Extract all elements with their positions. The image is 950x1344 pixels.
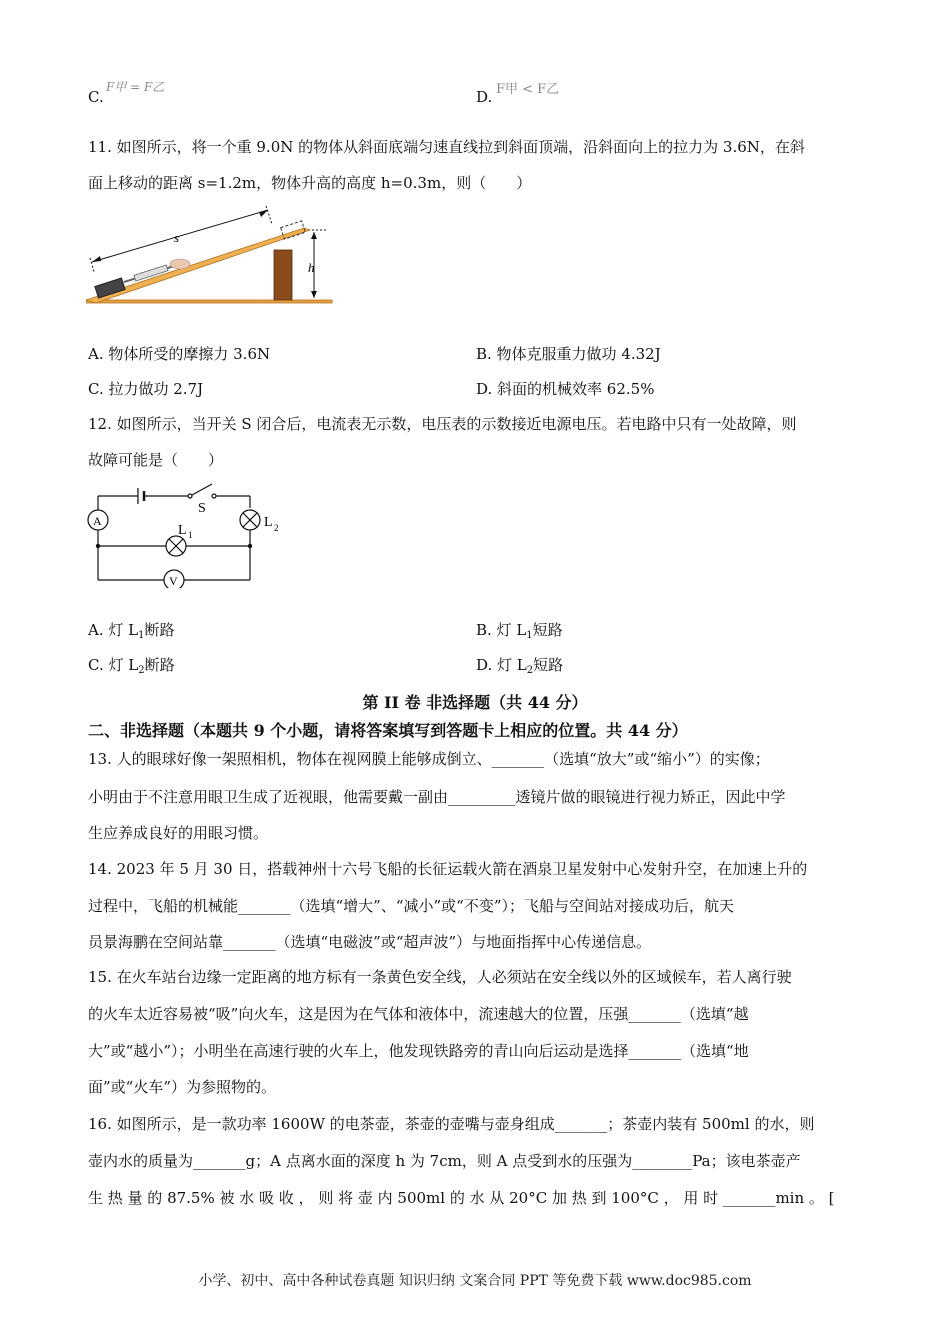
q14-line1: 14. 2023 年 5 月 30 日，搭载神州十六号飞船的长征运载火箭在酒泉卫星发射中心发射升空，在加速上升的 xyxy=(88,860,808,878)
q14-line2: 过程中，飞船的机械能_______（选填“增大”、“减小”或“不变”）；飞船与空间站对接成功后，航天 xyxy=(88,897,735,915)
q11-stem-line2: 面上移动的距离 s=1.2m，物体升高的高度 h=0.3m，则（ ） xyxy=(88,174,532,192)
incline-figure xyxy=(86,200,346,310)
incline-label-s: s xyxy=(174,230,180,245)
q12-option-d xyxy=(476,654,563,676)
q12-option-b xyxy=(476,619,563,641)
voltmeter-label: V xyxy=(169,574,178,588)
q15-line2: 的火车太近容易被“吸”向火车，这是因为在气体和液体中，流速越大的位置，压强_______（选填“越 xyxy=(88,1005,749,1023)
q10-option-c xyxy=(88,88,104,106)
q10-option-c-formula: F甲 = F乙 xyxy=(106,80,165,94)
q15-line3: 大”或“越小”）；小明坐在高速行驶的火车上，他发现铁路旁的青山向后运动是选择_______（选填“地 xyxy=(88,1042,749,1060)
q15-line1: 15. 在火车站台边缘一定距离的地方标有一条黄色安全线，人必须站在安全线以外的区域候车，若人离行驶 xyxy=(88,968,792,986)
q12-option-d-text: D. 灯 L xyxy=(476,656,527,674)
section-heading: 二、非选择题（本题共 9 个小题，请将答案填写到答题卡上相应的位置。共 44 分） xyxy=(88,721,688,740)
q15-line4: 面”或“火车”）为参照物的。 xyxy=(88,1078,277,1096)
page-footer: 小学、初中、高中各种试卷真题 知识归纳 文案合同 PPT 等免费下载 www.doc985.com xyxy=(198,1273,752,1289)
q10-option-c-prefix: C. xyxy=(88,88,104,106)
q13-line2: 小明由于不注意用眼卫生成了近视眼，他需要戴一副由_________透镜片做的眼镜进行视力矫正，因此中学 xyxy=(88,788,786,806)
q16-line3: 生 热 量 的 87.5% 被 水 吸 收 ， 则 将 壶 内 500ml 的 水 从 20°C 加 热 到 100°C ， 用 时 _______min 。 [ xyxy=(88,1189,835,1207)
q10-option-d xyxy=(476,88,492,106)
q12-option-c-text: C. 灯 L xyxy=(88,656,139,674)
incline-label-h: h xyxy=(308,260,315,275)
q11-option-d: D. 斜面的机械效率 62.5% xyxy=(476,380,655,398)
q12-option-a-post: 断路 xyxy=(144,621,175,639)
q12-option-a-sub: 1 xyxy=(138,630,145,641)
q11-option-c: C. 拉力做功 2.7J xyxy=(88,380,204,398)
q12-option-b-post: 短路 xyxy=(532,621,563,639)
q12-option-c xyxy=(88,654,175,676)
ammeter-label: A xyxy=(93,514,102,528)
part2-title: 第 II 卷 非选择题（共 44 分） xyxy=(362,693,588,712)
lamp-l2-label: L xyxy=(264,515,273,530)
q12-stem-line1: 12. 如图所示，当开关 S 闭合后，电流表无示数，电压表的示数接近电源电压。若电路中只有一处故障，则 xyxy=(88,415,797,433)
q12-option-c-sub: 2 xyxy=(138,665,145,676)
lamp-l1-sub: 1 xyxy=(188,530,193,540)
q11-option-a: A. 物体所受的摩擦力 3.6N xyxy=(88,345,271,363)
q10-option-d-prefix: D. xyxy=(476,88,493,106)
q14-line3: 员景海鹏在空间站靠_______（选填“电磁波”或“超声波”）与地面指挥中心传递信息。 xyxy=(88,933,652,951)
q12-option-a xyxy=(88,619,175,641)
q12-option-b-text: B. 灯 L xyxy=(476,621,527,639)
q12-option-d-sub: 2 xyxy=(526,665,534,676)
q12-stem-line2: 故障可能是（ ） xyxy=(88,451,224,469)
q16-line1: 16. 如图所示，是一款功率 1600W 的电茶壶，茶壶的壶嘴与壶身组成_______；茶壶内装有 500ml 的水，则 xyxy=(88,1115,815,1133)
circuit-figure xyxy=(84,478,294,588)
q12-option-d-post: 短路 xyxy=(533,656,564,674)
q13-line3: 生应养成良好的用眼习惯。 xyxy=(88,824,269,842)
q12-option-c-post: 断路 xyxy=(144,656,175,674)
q16-line2: 壶内水的质量为_______g；A 点离水面的深度 h 为 7cm，则 A 点受到水的压强为________Pa；该电茶壶产 xyxy=(88,1152,801,1170)
lamp-l1-label: L xyxy=(178,523,187,538)
q13-line1: 13. 人的眼球好像一架照相机，物体在视网膜上能够成倒立、_______（选填“放大”或“缩小”）的实像； xyxy=(88,750,770,768)
q11-option-b: B. 物体克服重力做功 4.32J xyxy=(476,345,661,363)
q12-option-b-sub: 1 xyxy=(526,630,533,641)
lamp-l2-sub: 2 xyxy=(274,523,279,533)
q12-option-a-text: A. 灯 L xyxy=(88,621,139,639)
q11-stem-line1: 11. 如图所示，将一个重 9.0N 的物体从斜面底端匀速直线拉到斜面顶端，沿斜面向上的拉力为 3.6N，在斜 xyxy=(88,138,805,156)
switch-label: S xyxy=(198,501,206,516)
q10-option-d-formula: F甲 < F乙 xyxy=(496,82,560,97)
